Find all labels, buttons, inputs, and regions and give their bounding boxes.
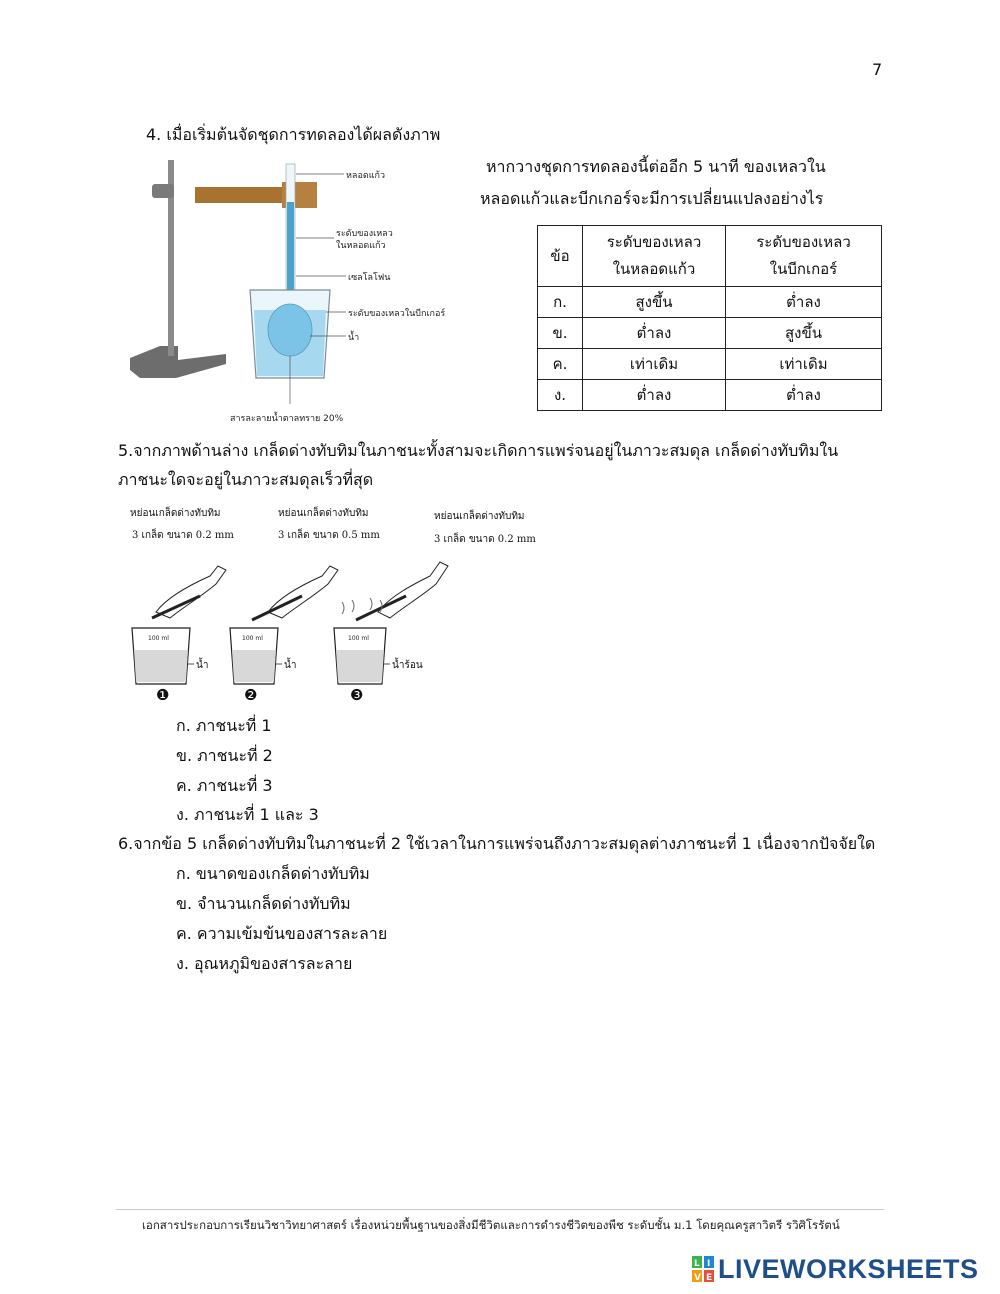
- hand-3: [378, 562, 448, 618]
- svg-text:V: V: [694, 1273, 701, 1282]
- question-5-choice-a[interactable]: ก. ภาชนะที่ 1: [176, 716, 272, 735]
- table-header-no: ข้อ: [538, 226, 583, 287]
- page-number: 7: [872, 60, 883, 79]
- svg-text:น้ำร้อน: น้ำร้อน: [392, 660, 423, 671]
- table-row: [538, 318, 882, 349]
- beaker-1-water: [134, 650, 188, 682]
- svg-text:3 เกล็ด ขนาด 0.2 mm: 3 เกล็ด ขนาด 0.2 mm: [132, 530, 234, 541]
- table-cell: ค.: [538, 349, 583, 380]
- table-header-row: [538, 226, 882, 287]
- table-cell: ง.: [538, 380, 583, 411]
- stand-base: [130, 346, 226, 378]
- question-6-text: 6.จากข้อ 5 เกล็ดด่างทับทิมในภาชนะที่ 2 ใช้เวลาในการแพร่จนถึงภาวะสมดุลต่างภาชนะที่ 1 เนื่องจากปัจจัยใด: [118, 834, 876, 853]
- svg-text:หย่อนเกล็ดด่างทับทิม: หย่อนเกล็ดด่างทับทิม: [434, 511, 525, 522]
- beaker-3-water: [336, 650, 384, 682]
- table-cell: เท่าเดิม: [726, 349, 882, 380]
- question-5-choice-c[interactable]: ค. ภาชนะที่ 3: [176, 776, 273, 795]
- footer-text: เอกสารประกอบการเรียนวิชาวิทยาศาสตร์ เรื่องหน่วยพื้นฐานของสิ่งมีชีวิตและการดำรงชีวิตของพืช ระดับชั้น ม.1 โดยคุณครูสาวิตรี รวิศิโรรัตน์: [142, 1218, 840, 1232]
- label-cellophane: เซลโลโฟน: [348, 273, 391, 283]
- label-tube-level-1: ระดับของเหลว: [336, 229, 393, 239]
- table-cell: ข.: [538, 318, 583, 349]
- svg-text:❷: ❷: [244, 686, 258, 704]
- svg-text:หย่อนเกล็ดด่างทับทิม: หย่อนเกล็ดด่างทับทิม: [278, 508, 369, 519]
- label-tube-level-2: ในหลอดแก้ว: [336, 241, 386, 251]
- svg-text:3 เกล็ด ขนาด 0.5 mm: 3 เกล็ด ขนาด 0.5 mm: [278, 530, 380, 541]
- clamp-boss: [152, 184, 174, 198]
- question-4-title: 4. เมื่อเริ่มต้นจัดชุดการทดลองได้ผลดังภาพ: [146, 125, 441, 144]
- beaker-set-1: [130, 505, 234, 704]
- table-cell: สูงขึ้น: [583, 287, 726, 318]
- liveworksheets-logo-icon: [692, 1256, 714, 1282]
- question-6-choice-d[interactable]: ง. อุณหภูมิของสารละลาย: [176, 954, 353, 973]
- cellophane-bag: [268, 304, 312, 356]
- question-5-line-1: 5.จากภาพด้านล่าง เกล็ดด่างทับทิมในภาชนะทั้งสามจะเกิดการแพร่จนอยู่ในภาวะสมดุล เกล็ดด่างทับทิมใน: [118, 441, 839, 460]
- table-cell: ต่ำลง: [726, 287, 882, 318]
- question-4-side-text-1: หากวางชุดการทดลองนี้ต่ออีก 5 นาที ของเหลวใน: [486, 157, 826, 176]
- question-6-choice-b[interactable]: ข. จำนวนเกล็ดด่างทับทิม: [176, 894, 351, 913]
- beaker-2-water: [232, 650, 276, 682]
- question-5-line-2: ภาชนะใดจะอยู่ในภาวะสมดุลเร็วที่สุด: [118, 470, 374, 489]
- svg-text:3 เกล็ด ขนาด 0.2 mm: 3 เกล็ด ขนาด 0.2 mm: [434, 534, 536, 545]
- table-header-beaker: ระดับของเหลว ในบีกเกอร์: [726, 226, 882, 287]
- question-4-answer-table: [537, 225, 882, 411]
- brand-name: LIVEWORKSHEETS: [718, 1253, 979, 1284]
- svg-text:I: I: [707, 1259, 711, 1269]
- svg-text:E: E: [706, 1273, 713, 1282]
- table-cell: ก.: [538, 287, 583, 318]
- table-cell: ต่ำลง: [583, 380, 726, 411]
- liveworksheets-brand[interactable]: [692, 1252, 979, 1286]
- label-beaker-level: ระดับของเหลวในบีกเกอร์: [348, 309, 446, 319]
- hand-2: [268, 566, 338, 618]
- svg-text:100 ml: 100 ml: [348, 635, 369, 642]
- footer-divider: [116, 1209, 884, 1210]
- svg-text:L: L: [694, 1259, 700, 1269]
- svg-text:❶: ❶: [156, 686, 170, 704]
- table-row: [538, 287, 882, 318]
- svg-text:หย่อนเกล็ดด่างทับทิม: หย่อนเกล็ดด่างทับทิม: [130, 508, 221, 519]
- question-4-side-text-2: หลอดแก้วและบีกเกอร์จะมีการเปลี่ยนแปลงอย่างไร: [480, 189, 824, 208]
- table-row: [538, 380, 882, 411]
- osmosis-apparatus-figure: [120, 158, 470, 428]
- diffusion-beakers-figure: [118, 500, 558, 705]
- table-header-tube: ระดับของเหลว ในหลอดแก้ว: [583, 226, 726, 287]
- question-5-choice-d[interactable]: ง. ภาชนะที่ 1 และ 3: [176, 805, 319, 824]
- label-tube: หลอดแก้ว: [346, 171, 386, 181]
- table-cell: ต่ำลง: [583, 318, 726, 349]
- label-solution: สารละลายน้ำตาลทราย 20%: [230, 414, 344, 424]
- svg-text:100 ml: 100 ml: [242, 635, 263, 642]
- question-6-choice-c[interactable]: ค. ความเข้มข้นของสารละลาย: [176, 924, 388, 943]
- table-row: [538, 349, 882, 380]
- table-cell: เท่าเดิม: [583, 349, 726, 380]
- question-6-choice-a[interactable]: ก. ขนาดของเกล็ดด่างทับทิม: [176, 864, 370, 883]
- svg-text:100 ml: 100 ml: [148, 635, 169, 642]
- question-5-choice-b[interactable]: ข. ภาชนะที่ 2: [176, 746, 273, 765]
- svg-text:น้ำ: น้ำ: [196, 660, 209, 671]
- table-cell: ต่ำลง: [726, 380, 882, 411]
- label-water: น้ำ: [348, 333, 360, 343]
- table-cell: สูงขึ้น: [726, 318, 882, 349]
- svg-text:❸: ❸: [350, 686, 364, 704]
- svg-text:น้ำ: น้ำ: [284, 660, 297, 671]
